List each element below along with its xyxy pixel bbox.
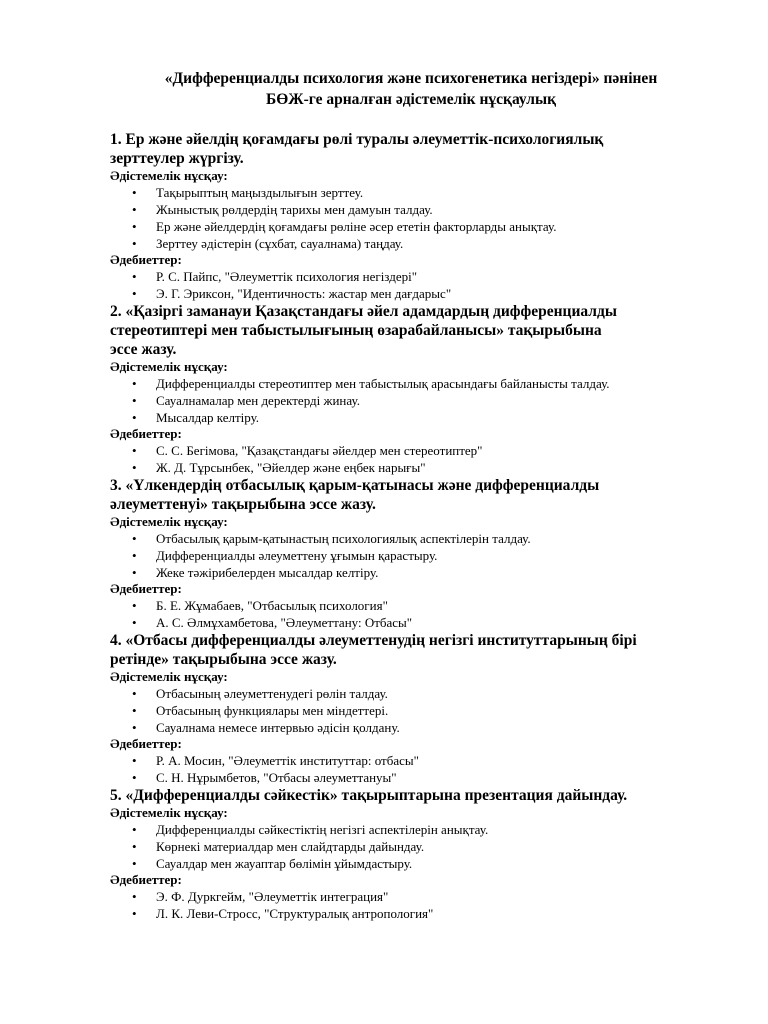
literature-label: Әдебиеттер: [110, 872, 182, 887]
section-heading [110, 476, 700, 514]
list-item [132, 285, 700, 302]
list-item [132, 235, 700, 252]
section-heading [110, 631, 700, 669]
list-item-text: Л. К. Леви-Стросс, "Структуралық антропология" [156, 906, 434, 921]
list-item-text: Сауалнама немесе интервью әдісін қолдану. [156, 720, 400, 735]
literature-list [110, 752, 700, 786]
list-item-text: С. С. Бегімова, "Қазақстандағы әйелдер мен стереотиптер" [156, 443, 483, 458]
bullet-icon: • [132, 565, 137, 580]
list-item [132, 614, 700, 631]
literature-list [110, 268, 700, 302]
method-guidance-label: Әдістемелік нұсқау: [110, 669, 228, 684]
list-item [132, 201, 700, 218]
list-item-text: Сауалдар мен жауаптар бөлімін ұйымдастыру. [156, 856, 413, 871]
list-item [132, 409, 700, 426]
section-1 [110, 130, 700, 302]
list-item [132, 459, 700, 476]
document-title-line-1: «Дифференциалды психология және психогенетика негіздері» пәнінен [164, 70, 658, 87]
bullet-icon: • [132, 703, 137, 718]
list-item-text: Отбасылық қарым-қатынастың психологиялық аспектілерін талдау. [156, 531, 531, 546]
section-heading-line: 1. Ер және әйелдің қоғамдағы рөлі туралы әлеуметтік-психологиялық [110, 131, 604, 148]
bullet-icon: • [132, 598, 137, 613]
section-heading-line: 3. «Үлкендердің отбасылық қарым-қатынасы және дифференциалды [110, 477, 600, 494]
list-item [132, 442, 700, 459]
list-item [132, 855, 700, 872]
list-item [132, 268, 700, 285]
bullet-icon: • [132, 856, 137, 871]
section-heading-line: 5. «Дифференциалды сәйкестік» тақырыптарына презентация дайындау. [110, 787, 628, 804]
list-item [132, 719, 700, 736]
list-item-text: Жеке тәжірибелерден мысалдар келтіру. [156, 565, 379, 580]
list-item [132, 392, 700, 409]
list-item-text: Р. С. Пайпс, "Әлеуметтік психология негіздері" [156, 269, 418, 284]
method-guidance-label: Әдістемелік нұсқау: [110, 359, 228, 374]
bullet-icon: • [132, 720, 137, 735]
bullet-icon: • [132, 185, 137, 200]
bullet-icon: • [132, 822, 137, 837]
bullet-icon: • [132, 906, 137, 921]
list-item-text: Ер және әйелдердің қоғамдағы рөліне әсер ететін факторларды анықтау. [156, 219, 557, 234]
list-item-text: Көрнекі материалдар мен слайдтарды дайындау. [156, 839, 425, 854]
list-item-text: Отбасының әлеуметтенудегі рөлін талдау. [156, 686, 388, 701]
list-item-text: С. Н. Нұрымбетов, "Отбасы әлеуметтануы" [156, 770, 397, 785]
bullet-icon: • [132, 839, 137, 854]
list-item-text: Жыныстық рөлдердің тарихы мен дамуын талдау. [156, 202, 433, 217]
document-page [110, 68, 700, 922]
bullet-icon: • [132, 686, 137, 701]
bullet-icon: • [132, 615, 137, 630]
document-title [110, 68, 700, 110]
list-item [132, 530, 700, 547]
literature-list [110, 888, 700, 922]
method-guidance-list [110, 530, 700, 581]
bullet-icon: • [132, 219, 137, 234]
bullet-icon: • [132, 202, 137, 217]
document-title-line-2: БӨЖ-ге арналған әдістемелік нұсқаулық [265, 91, 557, 108]
list-item-text: Э. Ф. Дуркгейм, "Әлеуметтік интеграция" [156, 889, 389, 904]
list-item-text: Дифференциалды сәйкестіктің негізгі аспектілерін анықтау. [156, 822, 489, 837]
section-5 [110, 786, 700, 922]
section-heading-line: стереотиптері мен табыстылығының өзарабайланысы» тақырыбына [110, 322, 602, 339]
list-item-text: Дифференциалды стереотиптер мен табыстылық арасындағы байланысты талдау. [156, 376, 610, 391]
bullet-icon: • [132, 443, 137, 458]
bullet-icon: • [132, 410, 137, 425]
list-item [132, 702, 700, 719]
bullet-icon: • [132, 376, 137, 391]
bullet-icon: • [132, 548, 137, 563]
method-guidance-label: Әдістемелік нұсқау: [110, 168, 228, 183]
list-item-text: Э. Г. Эриксон, "Идентичность: жастар мен дағдарыс" [156, 286, 452, 301]
section-heading [110, 302, 700, 359]
list-item-text: Дифференциалды әлеуметтену ұғымын қарастыру. [156, 548, 438, 563]
list-item-text: А. С. Әлмұхамбетова, "Әлеуметтану: Отбасы" [156, 615, 413, 630]
literature-list [110, 442, 700, 476]
bullet-icon: • [132, 889, 137, 904]
section-heading-line: ретінде» тақырыбына эссе жазу. [110, 651, 337, 668]
list-item-text: Тақырыптың маңыздылығын зерттеу. [156, 185, 364, 200]
list-item-text: Ж. Д. Тұрсынбек, "Әйелдер және еңбек нарығы" [156, 460, 426, 475]
section-2 [110, 302, 700, 476]
section-heading-line: 4. «Отбасы дифференциалды әлеуметтенудің негізгі институттарының бірі [110, 632, 637, 649]
bullet-icon: • [132, 460, 137, 475]
list-item-text: Отбасының функциялары мен міндеттері. [156, 703, 389, 718]
list-item [132, 184, 700, 201]
list-item [132, 769, 700, 786]
section-3 [110, 476, 700, 631]
bullet-icon: • [132, 531, 137, 546]
section-heading-line: 2. «Қазіргі заманауи Қазақстандағы әйел адамдардың дифференциалды [110, 303, 617, 320]
method-guidance-label: Әдістемелік нұсқау: [110, 514, 228, 529]
list-item-text: Р. А. Мосин, "Әлеуметтік институттар: отбасы" [156, 753, 419, 768]
list-item [132, 547, 700, 564]
method-guidance-list [110, 184, 700, 252]
list-item [132, 905, 700, 922]
literature-label: Әдебиеттер: [110, 252, 182, 267]
literature-label: Әдебиеттер: [110, 426, 182, 441]
list-item [132, 218, 700, 235]
list-item-text: Б. Е. Жұмабаев, "Отбасылық психология" [156, 598, 388, 613]
list-item [132, 838, 700, 855]
section-heading-line: зерттеулер жүргізу. [110, 150, 244, 167]
section-heading [110, 130, 700, 168]
section-heading-line: эссе жазу. [110, 341, 177, 358]
literature-label: Әдебиеттер: [110, 581, 182, 596]
method-guidance-list [110, 375, 700, 426]
list-item [132, 375, 700, 392]
list-item [132, 564, 700, 581]
list-item-text: Мысалдар келтіру. [156, 410, 260, 425]
bullet-icon: • [132, 770, 137, 785]
list-item [132, 685, 700, 702]
method-guidance-label: Әдістемелік нұсқау: [110, 805, 228, 820]
bullet-icon: • [132, 236, 137, 251]
method-guidance-list [110, 821, 700, 872]
list-item [132, 597, 700, 614]
bullet-icon: • [132, 269, 137, 284]
list-item [132, 752, 700, 769]
bullet-icon: • [132, 753, 137, 768]
bullet-icon: • [132, 286, 137, 301]
section-heading [110, 786, 700, 805]
sections-container [110, 130, 700, 922]
list-item-text: Сауалнамалар мен деректерді жинау. [156, 393, 360, 408]
list-item-text: Зерттеу әдістерін (сұхбат, сауалнама) таңдау. [156, 236, 404, 251]
method-guidance-list [110, 685, 700, 736]
section-4 [110, 631, 700, 786]
bullet-icon: • [132, 393, 137, 408]
literature-label: Әдебиеттер: [110, 736, 182, 751]
list-item [132, 888, 700, 905]
literature-list [110, 597, 700, 631]
list-item [132, 821, 700, 838]
section-heading-line: әлеуметтенуі» тақырыбына эссе жазу. [110, 496, 376, 513]
